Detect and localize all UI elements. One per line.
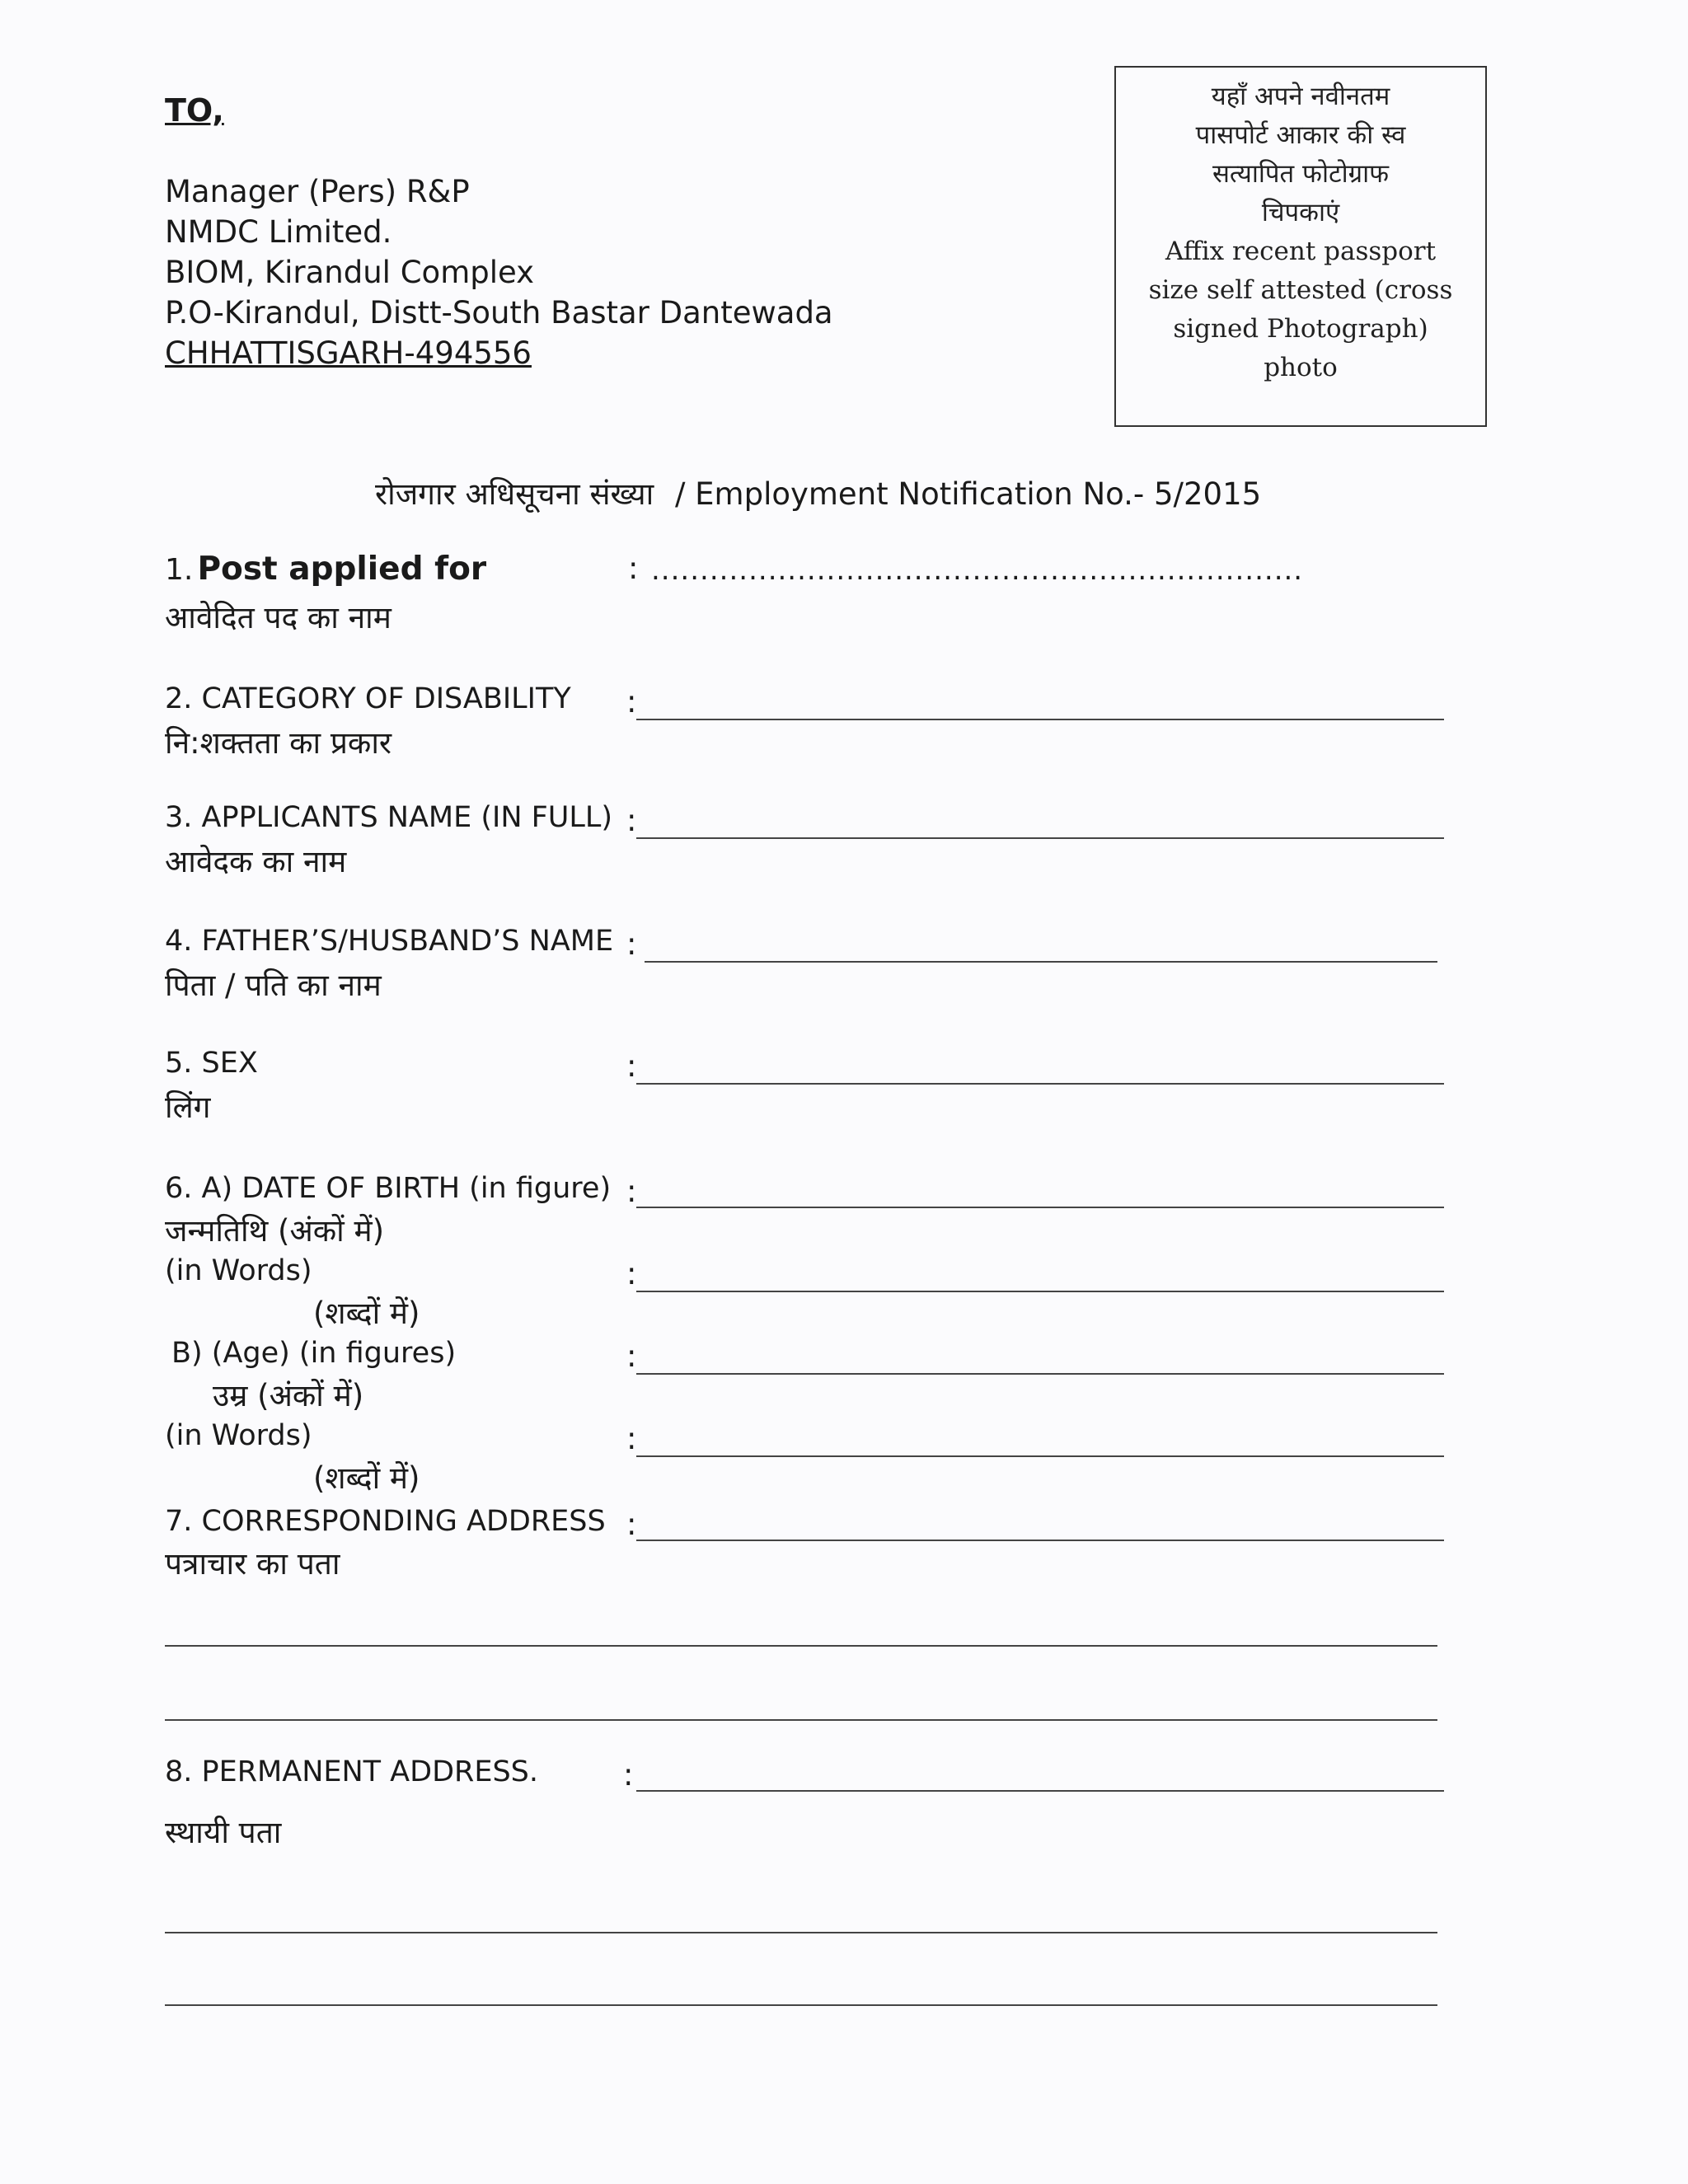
field-dob-words-input[interactable]	[636, 1291, 1444, 1292]
addressee-state-pin: CHHATTISGARH-494556	[165, 335, 532, 371]
field-perm-address-label-en: 8. PERMANENT ADDRESS.	[165, 1755, 539, 1788]
field-name-input[interactable]	[636, 837, 1444, 839]
photo-english-line-3: signed Photograph)	[1173, 314, 1428, 344]
field-dob-words-label-en: (in Words)	[165, 1254, 312, 1287]
field-sex-colon: :	[626, 1048, 637, 1084]
field-corr-address-input-3[interactable]	[165, 1719, 1437, 1721]
photo-english-line-4: photo	[1264, 353, 1338, 382]
field-perm-address-input-3[interactable]	[165, 2004, 1437, 2006]
field-age-words-label-hi: (शब्दों में)	[313, 1460, 420, 1496]
field-sex-input[interactable]	[636, 1083, 1444, 1085]
to-heading: TO,	[165, 92, 224, 129]
field-post-colon: :	[628, 551, 639, 586]
addressee-line-1: Manager (Pers) R&P	[165, 174, 470, 209]
addressee-line-3: BIOM, Kirandul Complex	[165, 255, 535, 290]
field-dob-words-label-hi: (शब्दों में)	[313, 1296, 420, 1331]
addressee-line-2: NMDC Limited.	[165, 214, 392, 250]
notification-hindi: रोजगार अधिसूचना संख्या	[375, 476, 654, 512]
field-disability-label-hi: नि:शक्तता का प्रकार	[165, 725, 392, 761]
field-age-figure-input[interactable]	[636, 1373, 1444, 1375]
photo-affix-box[interactable]	[1114, 66, 1487, 427]
photo-hindi-line-1: यहाँ अपने नवीनतम	[1211, 82, 1390, 111]
field-dob-colon: :	[626, 1174, 637, 1209]
notification-english: / Employment Notification No.- 5/2015	[674, 476, 1262, 512]
field-disability-input[interactable]	[636, 719, 1444, 720]
field-corr-address-input-1[interactable]	[636, 1540, 1444, 1541]
field-post-label	[165, 551, 486, 588]
photo-english-line-1: Affix recent passport	[1165, 237, 1437, 266]
field-age-words-colon: :	[626, 1421, 637, 1456]
field-name-label-en: 3. APPLICANTS NAME (IN FULL)	[165, 801, 613, 834]
addressee-line-4: P.O-Kirandul, Distt-South Bastar Dantewada	[165, 295, 833, 330]
field-dob-label-hi: जन्मतिथि (अंकों में)	[165, 1213, 385, 1249]
field-disability-label-en: 2. CATEGORY OF DISABILITY	[165, 682, 571, 715]
field-perm-address-input-2[interactable]	[165, 1932, 1437, 1933]
field-dob-words-colon: :	[626, 1256, 637, 1291]
photo-hindi-line-4: चिपकाएं	[1261, 198, 1340, 227]
field-post-label-hi: आवेदित पद का नाम	[165, 600, 392, 635]
photo-hindi-line-3: सत्यापित फोटोग्राफ	[1212, 159, 1390, 189]
field-post-number: 1.	[165, 553, 194, 587]
field-father-label-hi: पिता / पति का नाम	[165, 968, 382, 1003]
field-father-input[interactable]	[645, 961, 1437, 963]
field-age-label-en: B) (Age) (in figures)	[171, 1337, 457, 1370]
field-perm-address-input-1[interactable]	[636, 1790, 1444, 1792]
field-sex-label-hi: लिंग	[165, 1090, 211, 1125]
field-age-words-label-en: (in Words)	[165, 1419, 312, 1452]
field-age-colon: :	[626, 1338, 637, 1374]
field-age-label-hi: उम्र (अंकों में)	[213, 1378, 364, 1413]
field-corr-address-label-en: 7. CORRESPONDING ADDRESS	[165, 1505, 606, 1538]
field-sex-label-en: 5. SEX	[165, 1047, 258, 1080]
field-dob-figure-input[interactable]	[636, 1207, 1444, 1208]
field-father-colon: :	[626, 926, 637, 962]
field-corr-address-colon: :	[626, 1507, 637, 1542]
notification-number	[375, 471, 1261, 513]
field-perm-address-label-hi: स्थायी पता	[165, 1815, 282, 1850]
photo-english-line-2: size self attested (cross	[1148, 275, 1453, 305]
field-post-input[interactable]: ...................................................................	[651, 554, 1304, 587]
field-name-colon: :	[626, 803, 637, 838]
photo-hindi-line-2: पासपोर्ट आकार की स्व	[1195, 120, 1406, 150]
field-disability-colon: :	[626, 684, 637, 719]
field-post-label-en: Post applied for	[197, 551, 487, 588]
field-corr-address-label-hi: पत्राचार का पता	[165, 1546, 340, 1582]
field-name-label-hi: आवेदक का नाम	[165, 844, 347, 879]
field-corr-address-input-2[interactable]	[165, 1645, 1437, 1647]
field-perm-address-colon: :	[623, 1757, 634, 1793]
field-father-label-en: 4. FATHER’S/HUSBAND’S NAME	[165, 925, 614, 958]
field-age-words-input[interactable]	[636, 1455, 1444, 1457]
field-dob-label-en: 6. A) DATE OF BIRTH (in figure)	[165, 1172, 612, 1205]
